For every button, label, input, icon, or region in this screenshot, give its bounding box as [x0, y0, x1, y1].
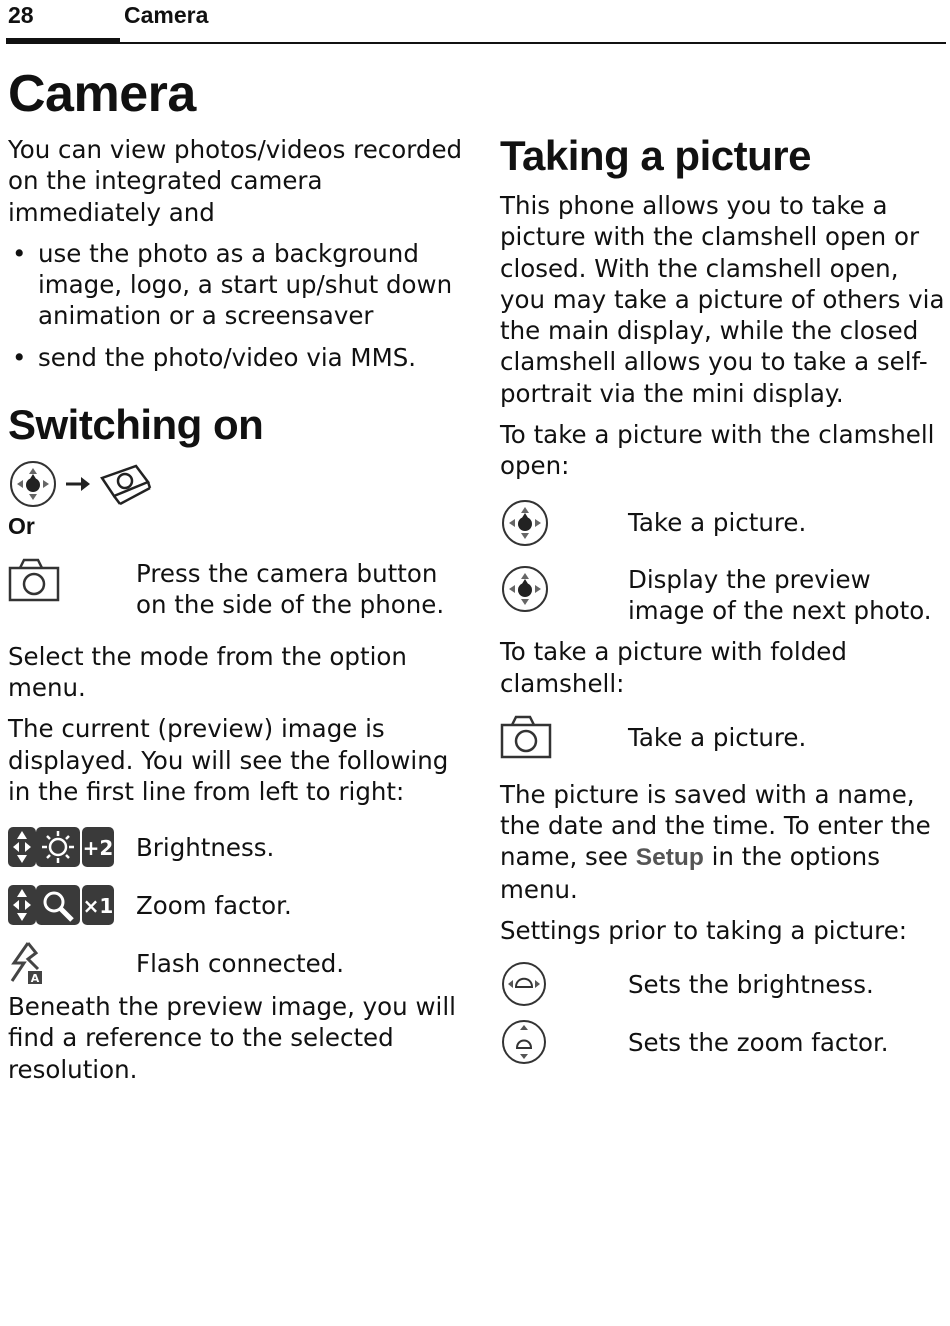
switching-on-heading: Switching on: [8, 401, 264, 449]
saved-text-before: The picture is saved with a name, the date and the time. To enter the name, see: [500, 779, 931, 872]
resolution-paragraph: Beneath the preview image, you will find a reference to the selected resolution.: [8, 992, 456, 1084]
svg-text:×1: ×1: [82, 894, 114, 919]
saved-paragraph: [500, 779, 946, 905]
header-rule: [6, 42, 946, 44]
settings-step-row: [500, 1018, 946, 1066]
list-item: • send the photo/video via MMS.: [8, 342, 464, 373]
indicator-row-brightness: [8, 825, 464, 869]
svg-text:A: A: [30, 972, 40, 986]
page-number: 28: [8, 2, 34, 28]
folded-clamshell-label: To take a picture with folded clamshell:: [500, 637, 847, 698]
open-clamshell-label: To take a picture with the clamshell open:: [500, 420, 935, 481]
step-text: Sets the zoom factor.: [628, 1027, 889, 1057]
feature-list: [8, 238, 464, 373]
indicator-text: Flash connected.: [136, 948, 345, 978]
navigation-key-icon: [8, 459, 58, 509]
right-column: [500, 130, 946, 1078]
camera-button-text: Press the camera button on the side of the phone.: [136, 559, 445, 620]
select-mode-paragraph: Select the mode from the option menu.: [8, 641, 407, 702]
header-section-title: Camera: [124, 2, 209, 28]
settings-label: Settings prior to taking a picture:: [500, 916, 908, 946]
step-text: Sets the brightness.: [628, 969, 874, 999]
open-step-row: [500, 564, 946, 627]
open-step-row: [500, 498, 946, 548]
setup-menu-link: Setup: [635, 844, 704, 872]
brightness-indicator-icon: [8, 825, 136, 869]
svg-text:+2: +2: [82, 836, 114, 861]
saved-text-after: in the options menu.: [500, 842, 880, 904]
preview-paragraph: The current (preview) image is displayed. You will see the following in the first line from left to right:: [8, 714, 449, 806]
left-column: [8, 60, 464, 1095]
indicator-text: Zoom factor.: [136, 890, 292, 920]
menu-path: [8, 459, 464, 509]
navigation-key-icon: [500, 564, 628, 614]
camera-icon: [8, 558, 136, 604]
camera-icon: [500, 715, 628, 761]
taking-picture-heading: Taking a picture: [500, 132, 811, 179]
folded-step-row: [500, 715, 946, 761]
flash-icon: [8, 941, 136, 985]
navigation-key-icon: [500, 498, 628, 548]
camera-button-row: [8, 558, 464, 621]
zoom-indicator-icon: [8, 883, 136, 927]
indicator-row-flash: [8, 941, 464, 985]
nav-up-down-icon: [500, 1018, 628, 1066]
page-title: Camera: [8, 65, 196, 123]
taking-picture-intro: This phone allows you to take a picture with the clamshell open or closed. With the clamshell open, you may take a picture of others via the main display, while the closed clamshell allows you to take a self-portrait via the mini display.: [500, 191, 945, 408]
step-text: Take a picture.: [628, 508, 807, 538]
list-item: • use the photo as a background image, logo, a start up/shut down animation or a screensaver: [8, 238, 464, 332]
nav-left-right-icon: [500, 960, 628, 1008]
camera-menu-icon: [98, 462, 152, 506]
page-header: [0, 0, 950, 46]
settings-step-row: [500, 960, 946, 1008]
indicator-row-zoom: [8, 883, 464, 927]
step-text: Display the preview image of the next photo.: [628, 564, 932, 625]
or-label: Or: [8, 513, 35, 540]
indicator-text: Brightness.: [136, 832, 275, 862]
intro-paragraph: You can view photos/videos recorded on the integrated camera immediately and: [8, 135, 463, 227]
arrow-right-icon: [64, 474, 92, 494]
step-text: Take a picture.: [628, 723, 807, 753]
